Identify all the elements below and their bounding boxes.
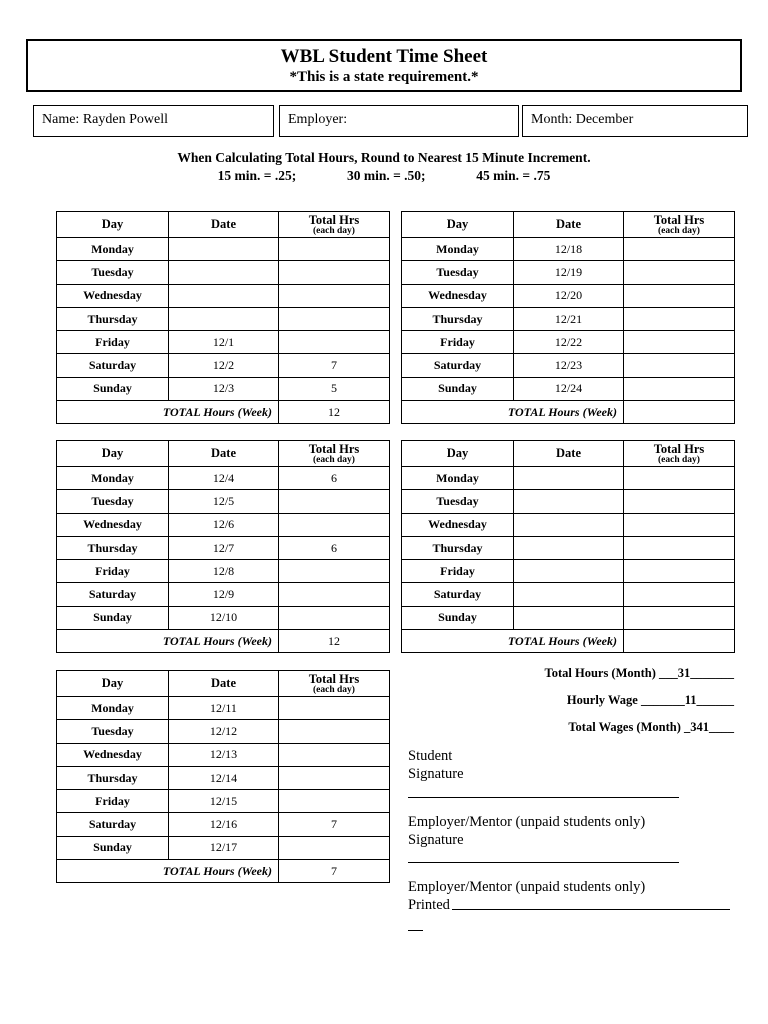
rounding-30: 30 min. = .50; [346, 168, 426, 183]
week-total-label: TOTAL Hours (Week) [402, 401, 624, 424]
hours-cell[interactable] [279, 490, 390, 513]
date-cell[interactable] [514, 560, 624, 583]
date-cell[interactable]: 12/3 [169, 377, 279, 400]
table-row [57, 697, 390, 720]
week-total-cell[interactable] [624, 630, 735, 653]
header-day: Day [57, 671, 169, 697]
table-row [402, 238, 735, 261]
table-row [57, 743, 390, 766]
date-cell[interactable] [514, 513, 624, 536]
table-row [57, 606, 390, 629]
header-total-hrs-label: Total Hrs [308, 671, 360, 686]
mentor-signature-label-l2: Signature [408, 832, 464, 848]
name-field[interactable]: Name: Rayden Powell [33, 105, 274, 137]
date-cell[interactable]: 12/9 [169, 583, 279, 606]
header-date: Date [169, 212, 279, 238]
week-table-4 [401, 211, 735, 424]
table-row [57, 238, 390, 261]
date-cell[interactable]: 12/23 [514, 354, 624, 377]
date-cell[interactable] [514, 467, 624, 490]
date-cell[interactable] [169, 238, 279, 261]
day-cell: Monday [57, 238, 169, 261]
week-total-row [57, 401, 390, 424]
employer-field[interactable]: Employer: [279, 105, 519, 137]
day-cell: Tuesday [57, 490, 169, 513]
day-cell: Friday [57, 790, 169, 813]
date-cell[interactable] [514, 536, 624, 559]
hours-cell[interactable] [279, 331, 390, 354]
table-row [57, 354, 390, 377]
hours-cell[interactable] [624, 307, 735, 330]
date-cell[interactable]: 12/16 [169, 813, 279, 836]
table-row [57, 513, 390, 536]
mentor-printed-label-l2: Printed [408, 897, 450, 913]
rounding-15: 15 min. = .25; [217, 168, 297, 183]
student-signature-label-l2: Signature [408, 766, 464, 782]
hours-cell[interactable]: 6 [279, 467, 390, 490]
day-cell: Friday [402, 560, 514, 583]
hours-cell[interactable]: 7 [279, 354, 390, 377]
date-cell[interactable] [514, 606, 624, 629]
header-total-hrs-label: Total Hrs [653, 212, 705, 227]
week-total-label: TOTAL Hours (Week) [402, 630, 624, 653]
day-cell: Wednesday [402, 513, 514, 536]
date-cell[interactable]: 12/1 [169, 331, 279, 354]
day-cell: Wednesday [57, 513, 169, 536]
date-cell[interactable]: 12/2 [169, 354, 279, 377]
week-total-row [402, 630, 735, 653]
date-cell[interactable]: 12/20 [514, 284, 624, 307]
date-cell[interactable]: 12/22 [514, 331, 624, 354]
mentor-signature-line[interactable] [408, 862, 679, 863]
date-cell[interactable]: 12/19 [514, 261, 624, 284]
day-cell: Sunday [402, 606, 514, 629]
hours-cell[interactable] [624, 536, 735, 559]
day-cell: Thursday [402, 307, 514, 330]
hours-cell[interactable] [624, 583, 735, 606]
day-cell: Thursday [57, 307, 169, 330]
table-row [402, 606, 735, 629]
table-row [57, 377, 390, 400]
header-each-day-label: (each day) [313, 225, 355, 236]
week-table-1 [56, 211, 390, 424]
header-each-day-label: (each day) [658, 225, 700, 236]
day-cell: Wednesday [57, 284, 169, 307]
hours-cell[interactable] [279, 560, 390, 583]
date-cell[interactable]: 12/13 [169, 743, 279, 766]
day-cell: Sunday [57, 377, 169, 400]
day-cell: Friday [57, 560, 169, 583]
date-cell[interactable]: 12/17 [169, 836, 279, 859]
header-total-hrs [279, 212, 390, 238]
hours-cell[interactable] [624, 284, 735, 307]
hours-cell[interactable]: 7 [279, 813, 390, 836]
week-total-label: TOTAL Hours (Week) [57, 860, 279, 883]
hours-cell[interactable] [624, 606, 735, 629]
week-total-label: TOTAL Hours (Week) [57, 401, 279, 424]
table-row [57, 813, 390, 836]
table-row [402, 377, 735, 400]
table-row [402, 560, 735, 583]
hours-cell[interactable] [279, 307, 390, 330]
student-signature-label [408, 747, 464, 783]
day-cell: Saturday [402, 583, 514, 606]
page-subtitle: *This is a state requirement.* [289, 69, 479, 85]
header-date: Date [514, 441, 624, 467]
hours-cell[interactable] [279, 836, 390, 859]
week-table-5 [401, 440, 735, 653]
date-cell[interactable]: 12/15 [169, 790, 279, 813]
day-cell: Monday [402, 238, 514, 261]
day-cell: Sunday [57, 606, 169, 629]
hours-cell[interactable] [624, 490, 735, 513]
table-row [402, 490, 735, 513]
hours-cell[interactable] [279, 766, 390, 789]
hours-cell[interactable] [279, 261, 390, 284]
header-day: Day [402, 441, 514, 467]
day-cell: Saturday [402, 354, 514, 377]
date-cell[interactable]: 12/18 [514, 238, 624, 261]
table-row [57, 583, 390, 606]
mentor-signature-label-l1: Employer/Mentor (unpaid students only) [408, 814, 646, 830]
table-row [402, 331, 735, 354]
day-cell: Friday [402, 331, 514, 354]
table-row [57, 560, 390, 583]
table-row [402, 536, 735, 559]
week-total-row [57, 630, 390, 653]
header-total-hrs [624, 441, 735, 467]
total-hours-month[interactable]: Total Hours (Month) ___31_______ [544, 666, 734, 680]
total-wages-month[interactable]: Total Wages (Month) _341____ [568, 720, 734, 734]
hours-cell[interactable] [624, 467, 735, 490]
table-row [57, 766, 390, 789]
date-cell[interactable]: 12/11 [169, 697, 279, 720]
week-total-row [402, 401, 735, 424]
student-signature-line[interactable] [408, 797, 679, 798]
table-row [402, 307, 735, 330]
day-cell: Wednesday [57, 743, 169, 766]
hours-cell[interactable] [624, 560, 735, 583]
mentor-printed-line-cont[interactable] [408, 930, 423, 931]
week-table-3 [56, 670, 390, 883]
header-total-hrs [624, 212, 735, 238]
date-cell[interactable]: 12/8 [169, 560, 279, 583]
table-row [402, 467, 735, 490]
header-each-day-label: (each day) [658, 454, 700, 465]
day-cell: Tuesday [57, 720, 169, 743]
header-total-hrs [279, 671, 390, 697]
header-day: Day [57, 441, 169, 467]
date-cell[interactable]: 12/12 [169, 720, 279, 743]
date-cell[interactable] [514, 583, 624, 606]
day-cell: Sunday [57, 836, 169, 859]
week-total-label: TOTAL Hours (Week) [57, 630, 279, 653]
hours-cell[interactable] [624, 377, 735, 400]
date-cell[interactable]: 12/7 [169, 536, 279, 559]
hours-cell[interactable] [624, 331, 735, 354]
table-row [57, 284, 390, 307]
header-total-hrs [279, 441, 390, 467]
hours-cell[interactable] [279, 513, 390, 536]
day-cell: Thursday [402, 536, 514, 559]
week-total-cell[interactable]: 12 [279, 401, 390, 424]
student-signature-label-l1: Student [408, 748, 453, 764]
day-cell: Thursday [57, 766, 169, 789]
table-row [57, 536, 390, 559]
day-cell: Sunday [402, 377, 514, 400]
mentor-printed-line[interactable] [452, 909, 730, 910]
table-row [402, 583, 735, 606]
date-cell[interactable] [514, 490, 624, 513]
day-cell: Friday [57, 331, 169, 354]
day-cell: Monday [57, 467, 169, 490]
hours-cell[interactable] [279, 284, 390, 307]
day-cell: Saturday [57, 354, 169, 377]
day-cell: Tuesday [402, 490, 514, 513]
header-each-day-label: (each day) [313, 454, 355, 465]
day-cell: Thursday [57, 536, 169, 559]
date-cell[interactable]: 12/4 [169, 467, 279, 490]
hours-cell[interactable] [279, 583, 390, 606]
date-cell[interactable] [169, 307, 279, 330]
table-row [402, 284, 735, 307]
rounding-45: 45 min. = .75 [476, 168, 551, 183]
hours-cell[interactable]: 6 [279, 536, 390, 559]
day-cell: Saturday [57, 583, 169, 606]
header-total-hrs-label: Total Hrs [653, 441, 705, 456]
day-cell: Saturday [57, 813, 169, 836]
mentor-printed-label-l1: Employer/Mentor (unpaid students only) [408, 879, 646, 895]
day-cell: Wednesday [402, 284, 514, 307]
hours-cell[interactable] [279, 238, 390, 261]
date-cell[interactable]: 12/6 [169, 513, 279, 536]
header-date: Date [169, 441, 279, 467]
day-cell: Monday [57, 697, 169, 720]
header-date: Date [169, 671, 279, 697]
month-field[interactable]: Month: December [522, 105, 748, 137]
hours-cell[interactable] [279, 743, 390, 766]
table-row [57, 790, 390, 813]
hours-cell[interactable] [624, 261, 735, 284]
hours-cell[interactable] [279, 697, 390, 720]
table-row [402, 261, 735, 284]
date-cell[interactable]: 12/14 [169, 766, 279, 789]
date-cell[interactable] [169, 284, 279, 307]
header-day: Day [57, 212, 169, 238]
week-total-cell[interactable]: 12 [279, 630, 390, 653]
rounding-instruction: When Calculating Total Hours, Round to Nearest 15 Minute Increment. [177, 150, 591, 165]
table-row [57, 261, 390, 284]
title-box [26, 39, 742, 92]
day-cell: Tuesday [402, 261, 514, 284]
hours-cell[interactable] [624, 513, 735, 536]
week-total-cell[interactable] [624, 401, 735, 424]
hours-cell[interactable] [279, 720, 390, 743]
table-row [57, 836, 390, 859]
day-cell: Monday [402, 467, 514, 490]
hours-cell[interactable] [624, 354, 735, 377]
table-row [57, 331, 390, 354]
week-total-row [57, 860, 390, 883]
header-date: Date [514, 212, 624, 238]
header-each-day-label: (each day) [313, 684, 355, 695]
day-cell: Tuesday [57, 261, 169, 284]
date-cell[interactable]: 12/21 [514, 307, 624, 330]
table-row [402, 513, 735, 536]
header-total-hrs-label: Total Hrs [308, 441, 360, 456]
page-title: WBL Student Time Sheet [280, 46, 488, 67]
table-row [402, 354, 735, 377]
table-row [57, 490, 390, 513]
hours-cell[interactable] [279, 606, 390, 629]
hours-cell[interactable]: 5 [279, 377, 390, 400]
hours-cell[interactable] [624, 238, 735, 261]
rounding-key [0, 168, 768, 184]
mentor-signature-label [408, 813, 645, 849]
table-row [57, 720, 390, 743]
hours-cell[interactable] [279, 790, 390, 813]
header-day: Day [402, 212, 514, 238]
date-cell[interactable] [169, 261, 279, 284]
hourly-wage[interactable]: Hourly Wage _______11______ [566, 693, 734, 707]
date-cell[interactable]: 12/10 [169, 606, 279, 629]
date-cell[interactable]: 12/24 [514, 377, 624, 400]
table-row [57, 307, 390, 330]
table-row [57, 467, 390, 490]
header-total-hrs-label: Total Hrs [308, 212, 360, 227]
week-table-2 [56, 440, 390, 653]
date-cell[interactable]: 12/5 [169, 490, 279, 513]
week-total-cell[interactable]: 7 [279, 860, 390, 883]
